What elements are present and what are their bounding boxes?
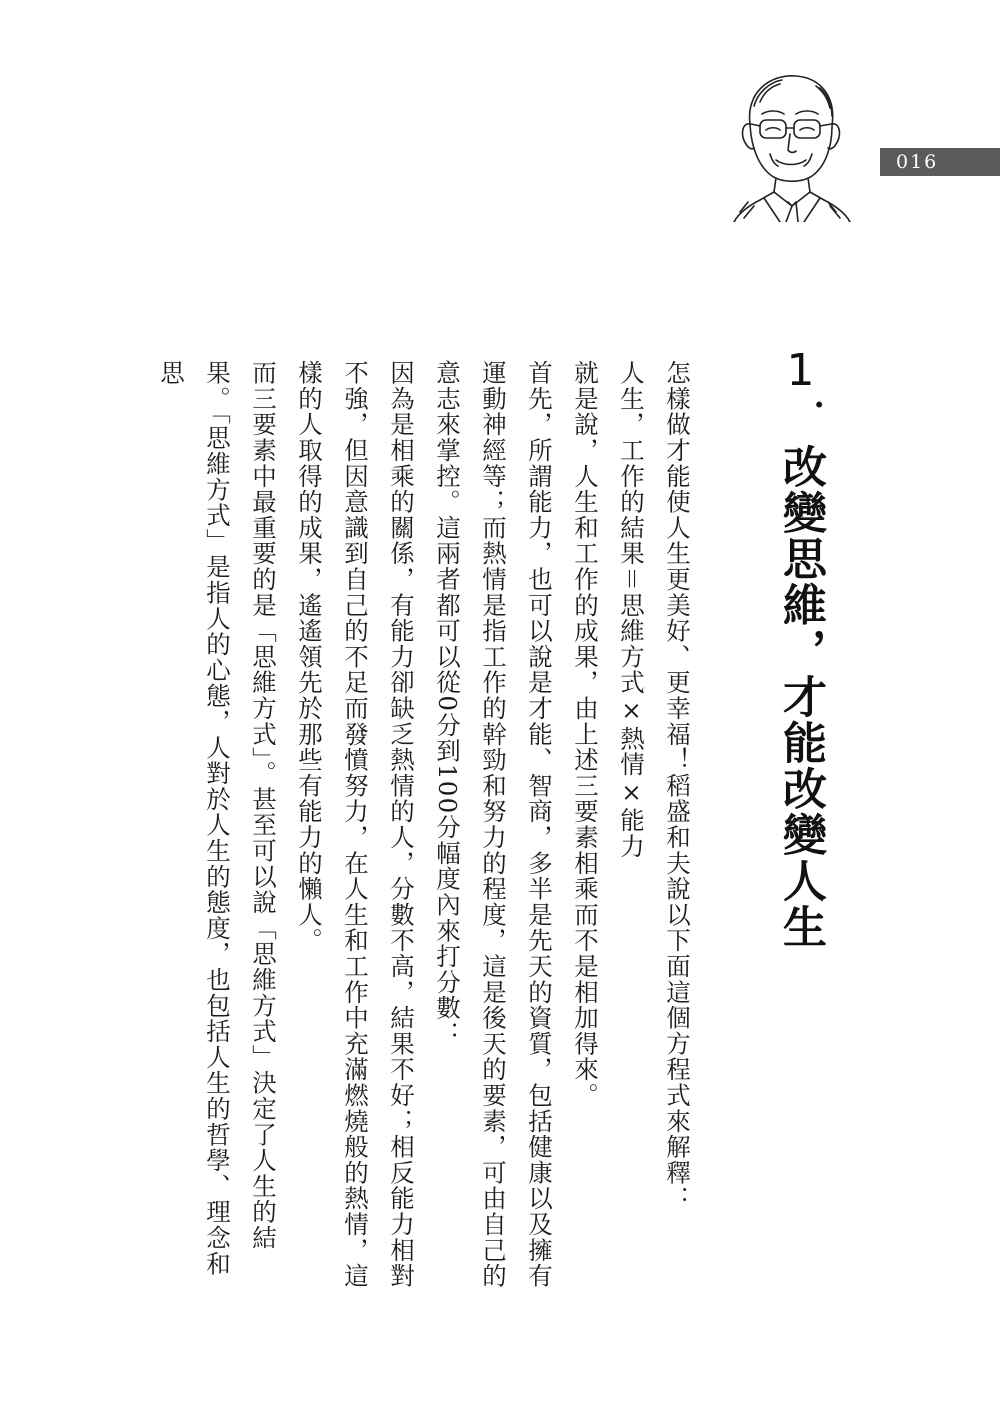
chapter-title	[770, 345, 830, 950]
chapter-title-text: 改變思維，才能改變人生	[775, 444, 826, 950]
paragraph: 怎樣做才能使人生更美好、更幸福！稻盛和夫說以下面這個方程式來解釋：	[663, 360, 692, 1212]
paragraph: 首先，所謂能力，也可以說是才能、智商，多半是先天的資質，包括健康以及擁有運動神經等；而熱情是指工作的幹勁和努力的程度，這是後天的要素，可由自己的意志來掌控。這兩者都可以從0分到100分幅度內來打分數：	[433, 360, 554, 1289]
paragraph: 人生，工作的結果＝思維方式×熱情×能力	[617, 360, 646, 860]
paragraph: 而三要素中最重要的是「思維方式」。甚至可以說「思維方式」決定了人生的結果。「思維方式」是指人的心態，人對於人生的態度，也包括人生的哲學、理念和思	[157, 360, 278, 1277]
author-portrait-illustration	[720, 62, 860, 222]
body-text	[157, 290, 700, 1300]
portrait-icon	[720, 62, 860, 222]
page-number-tab	[880, 148, 1000, 176]
page-number: 016	[896, 151, 939, 173]
paragraph: 因為是相乘的關係，有能力卻缺乏熱情的人，分數不高，結果不好；相反能力相對不強，但因意識到自己的不足而發憤努力，在人生和工作中充滿燃燒般的熱情，這樣的人取得的成果，遙遙領先於那些有能力的懶人。	[295, 360, 416, 1289]
chapter-number: 1．	[775, 345, 826, 444]
paragraph: 就是說，人生和工作的成果，由上述三要素相乘而不是相加得來。	[571, 360, 600, 1109]
